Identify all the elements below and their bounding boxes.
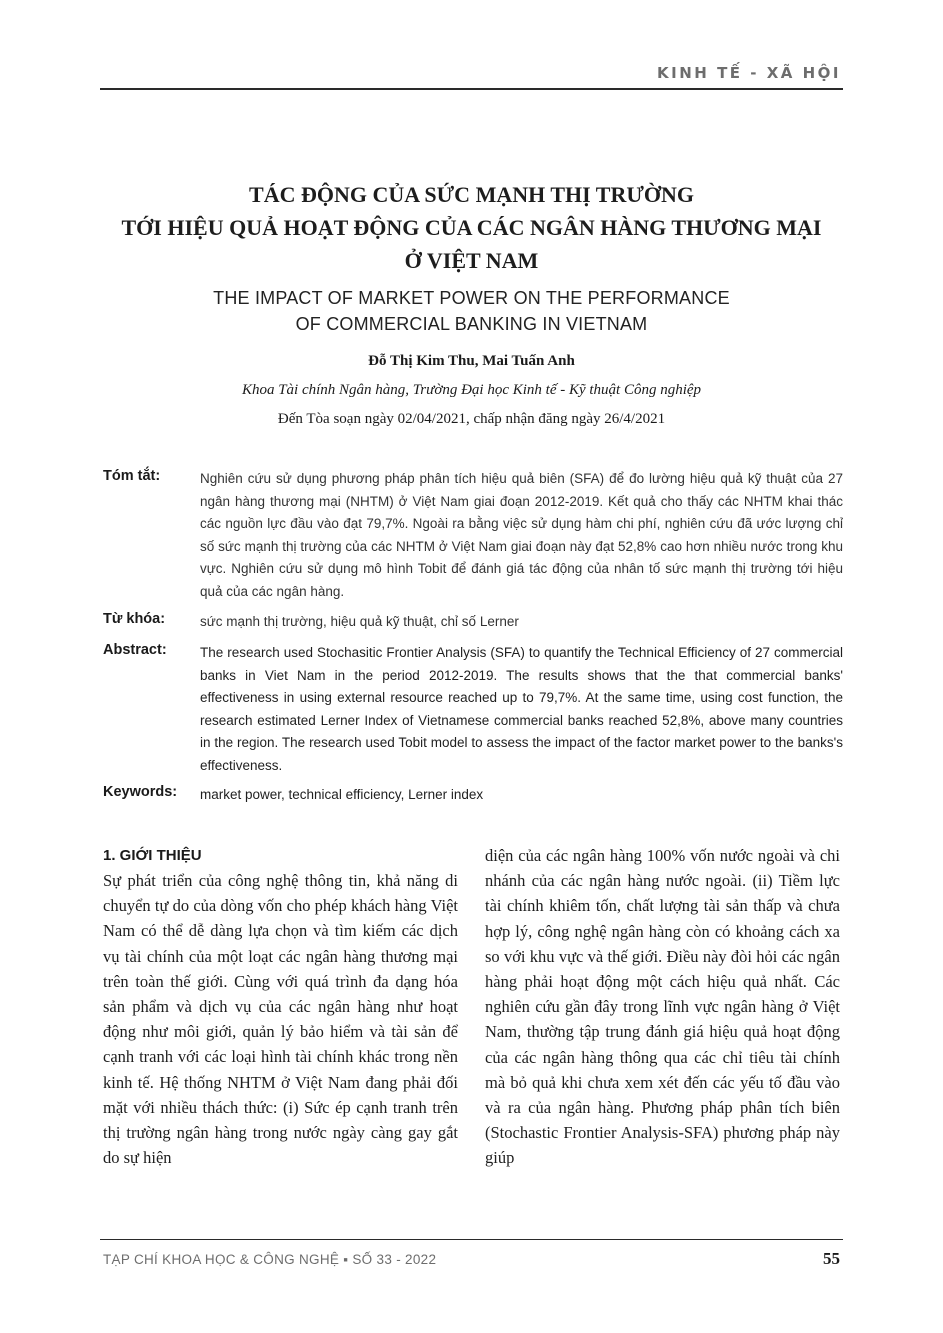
title-vietnamese [100, 178, 843, 277]
title-vi-line: TỚI HIỆU QUẢ HOẠT ĐỘNG CỦA CÁC NGÂN HÀNG THƯƠNG MẠI [121, 215, 822, 240]
keywords-vi-text: sức mạnh thị trường, hiệu quả kỹ thuật, chỉ số Lerner [200, 614, 519, 629]
summary-text: Nghiên cứu sử dụng phương pháp phân tích hiệu quả biên (SFA) để đo lường hiệu quả kỹ thuật của 27 ngân hàng thương mại (NHTM) ở Việt Nam giai đoạn 2012-2019. Kết quả cho thấy các NHTM khai thác các nguồn lực đầu vào đạt 79,7%. Ngoài ra bằng việc sử dụng hàm chi phí, nghiên cứu đã ước lượng chỉ số sức mạnh thị trường của các NHTM ở Việt Nam giai đoạn này đạt 52,8% cao hơn nhiều nước trong khu vực. Nghiên cứu sử dụng mô hình Tobit để đánh giá tác động của nhân tố sức mạnh thị trường tới hiệu quả của các ngân hàng. [200, 471, 843, 599]
title-english [100, 285, 843, 337]
body-column-left [103, 843, 458, 1170]
footer-rule [100, 1239, 843, 1240]
footer-journal: TẠP CHÍ KHOA HỌC & CÔNG NGHỆ ▪ SỐ 33 - 2022 [103, 1252, 437, 1267]
title-en-line: OF COMMERCIAL BANKING IN VIETNAM [295, 314, 648, 334]
title-vi-line: TÁC ĐỘNG CỦA SỨC MẠNH THỊ TRƯỜNG [249, 182, 694, 207]
header-rule [100, 88, 843, 90]
title-vi-line: Ở VIỆT NAM [404, 248, 539, 273]
authors: Đỗ Thị Kim Thu, Mai Tuấn Anh [368, 353, 575, 369]
summary-label: Tóm tắt: [103, 468, 161, 484]
body-paragraph: Sự phát triển của công nghệ thông tin, khả năng di chuyển tự do của dòng vốn cho phép khách hàng Việt Nam có thể dễ dàng lựa chọn và tìm kiếm các dịch vụ tài chính của một loạt các ngân hàng thương mại trên toàn thế giới. Cùng với quá trình đa dạng hóa sản phẩm và dịch vụ của các ngân hàng như hoạt động như môi giới, quản lý bảo hiểm và tài sản để cạnh tranh với các loại hình tài chính khác trong nền kinh tế. Hệ thống NHTM ở Việt Nam đang phải đối mặt với nhiều thách thức: (i) Sức ép cạnh tranh trên thị trường ngân hàng trong nước ngày càng gay gắt do sự hiện [103, 871, 458, 1168]
section-heading: 1. GIỚI THIỆU [103, 847, 202, 864]
page-number: 55 [823, 1249, 840, 1268]
received-date: Đến Tòa soạn ngày 02/04/2021, chấp nhận đăng ngày 26/4/2021 [277, 411, 666, 427]
title-en-line: THE IMPACT OF MARKET POWER ON THE PERFORMANCE [213, 288, 730, 308]
affiliation: Khoa Tài chính Ngân hàng, Trường Đại học Kinh tế - Kỹ thuật Công nghiệp [241, 382, 702, 398]
section-header: KINH TẾ - XÃ HỘI [657, 64, 841, 82]
body-paragraph: diện của các ngân hàng 100% vốn nước ngoài và chi nhánh của các ngân hàng nước ngoài. (ii) Tiềm lực tài chính khiêm tốn, chất lượng tài sản thấp và chưa hợp lý, công nghệ ngân hàng còn có khoảng cách xa so với khu vực và thế giới. Điều này đòi hỏi các ngân hàng phải hoạt động một cách hiệu quả nhất. Các nghiên cứu gần đây trong lĩnh vực ngân hàng ở Việt Nam, thường tập trung đánh giá hiệu quả hoạt động của các ngân hàng thông qua các chỉ tiêu tài chính mà bỏ quả khi chưa xem xét đến các yếu tố đầu vào và ra của ngân hàng. Phương pháp phân tích biên (Stochastic Frontier Analysis-SFA) phương pháp này giúp [485, 846, 840, 1168]
keywords-en-text: market power, technical efficiency, Lerner index [200, 787, 484, 802]
abstract-label: Abstract: [103, 642, 167, 658]
abstract-text: The research used Stochasitic Frontier Analysis (SFA) to quantify the Technical Efficiency of 27 commercial banks in Viet Nam in the period 2012-2019. The results shows that the that commercial banks' effectiveness in using external resource reached up to 79,7%. At the same time, using cost function, the research estimated Lerner Index of Vietnamese commercial banks reached 52,8%, above many countries in the region. The research used Tobit model to assess the impact of the factor market power to the banks's effectiveness. [200, 645, 843, 773]
keywords-vi-label: Từ khóa: [103, 611, 166, 627]
body-column-right [485, 843, 840, 1171]
keywords-en-label: Keywords: [103, 784, 178, 800]
